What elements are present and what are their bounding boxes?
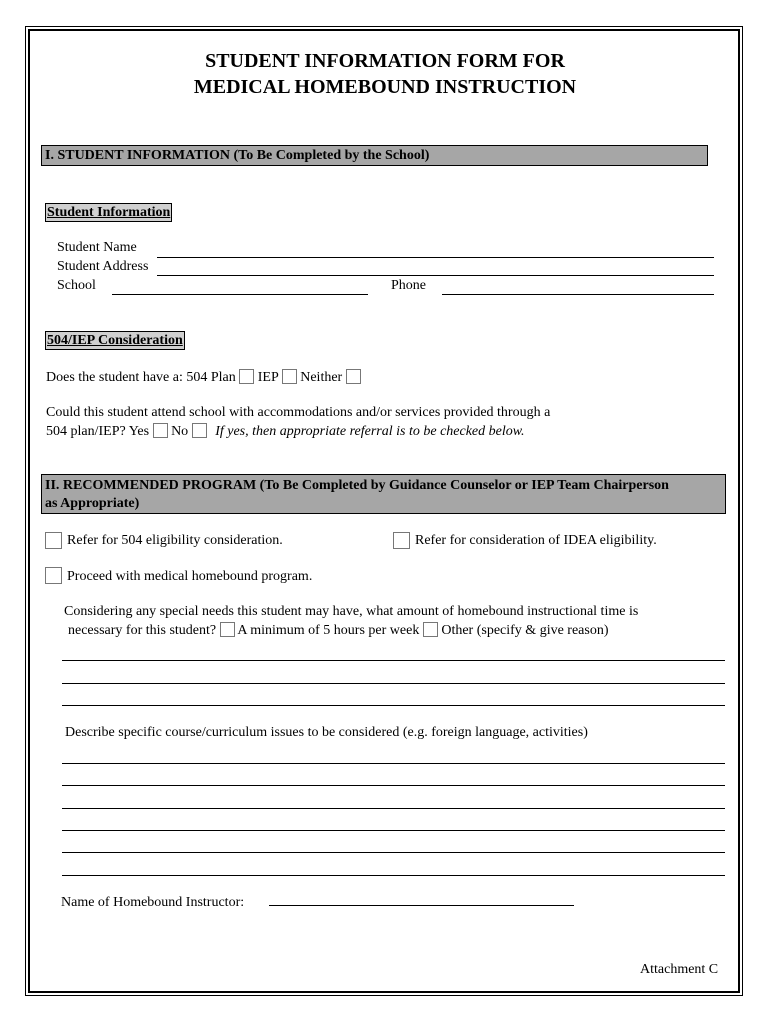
referral-note: If yes, then appropriate referral is to be checked below. (215, 424, 525, 439)
instructor-field[interactable] (269, 905, 574, 906)
iep-option-label: IEP (257, 370, 279, 385)
minimum-hours-checkbox[interactable] (220, 622, 235, 637)
section2-heading (41, 474, 726, 514)
school-label: School (57, 278, 96, 293)
attend-question-line2: 504 plan/IEP? Yes (46, 424, 150, 439)
student-name-field[interactable] (157, 257, 714, 258)
minimum-hours-label: A minimum of 5 hours per week (237, 623, 420, 638)
plan-question-text: Does the student have a: 504 Plan (46, 370, 236, 385)
proceed-label: Proceed with medical homebound program. (67, 569, 313, 584)
form-title-line2: MEDICAL HOMEBOUND INSTRUCTION (193, 76, 577, 98)
no-option-label: No (171, 424, 189, 439)
course-line-3[interactable] (62, 808, 725, 809)
other-time-label: Other (specify & give reason) (441, 623, 609, 638)
special-needs-line1: Considering any special needs this student may have, what amount of homebound instructional time is (64, 604, 639, 619)
student-info-tag: Student Information (47, 205, 171, 220)
course-issues-label: Describe specific course/curriculum issues to be considered (e.g. foreign language, activities) (65, 725, 588, 740)
refer-504-checkbox[interactable] (45, 532, 62, 549)
student-address-label: Student Address (57, 259, 149, 274)
course-line-5[interactable] (62, 852, 725, 853)
section1-heading-text: I. STUDENT INFORMATION (To Be Completed by the School) (45, 148, 430, 163)
attend-yes-checkbox[interactable] (153, 423, 168, 438)
refer-idea-label: Refer for consideration of IDEA eligibility. (415, 533, 657, 548)
course-line-1[interactable] (62, 763, 725, 764)
iep-checkbox[interactable] (282, 369, 297, 384)
attachment-label: Attachment C (640, 962, 719, 977)
school-field[interactable] (112, 294, 368, 295)
special-needs-row (68, 622, 609, 639)
attend-no-checkbox[interactable] (192, 423, 207, 438)
reason-line-1[interactable] (62, 660, 725, 661)
other-time-checkbox[interactable] (423, 622, 438, 637)
reason-line-3[interactable] (62, 705, 725, 706)
proceed-checkbox[interactable] (45, 567, 62, 584)
refer-504-label: Refer for 504 eligibility consideration. (67, 533, 283, 548)
plan-question-row (46, 369, 361, 386)
iep-consideration-tag: 504/IEP Consideration (47, 333, 183, 348)
attend-question-line1: Could this student attend school with accommodations and/or services provided through a (46, 405, 551, 420)
plan-504-checkbox[interactable] (239, 369, 254, 384)
phone-field[interactable] (442, 294, 714, 295)
student-name-label: Student Name (57, 240, 137, 255)
section1-heading (41, 145, 708, 166)
course-line-2[interactable] (62, 785, 725, 786)
course-line-6[interactable] (62, 875, 725, 876)
student-address-field[interactable] (157, 275, 714, 276)
attend-question-row (46, 423, 525, 440)
neither-option-label: Neither (300, 370, 343, 385)
refer-idea-checkbox[interactable] (393, 532, 410, 549)
section2-heading-line1: II. RECOMMENDED PROGRAM (To Be Completed by Guidance Counselor or IEP Team Chairperson (45, 478, 669, 493)
instructor-label: Name of Homebound Instructor: (61, 895, 245, 910)
form-title-line1: STUDENT INFORMATION FORM FOR (205, 50, 565, 72)
reason-line-2[interactable] (62, 683, 725, 684)
course-line-4[interactable] (62, 830, 725, 831)
section2-heading-line2: as Appropriate) (45, 496, 140, 511)
special-needs-line2: necessary for this student? (68, 623, 217, 638)
phone-label: Phone (391, 278, 426, 293)
neither-checkbox[interactable] (346, 369, 361, 384)
